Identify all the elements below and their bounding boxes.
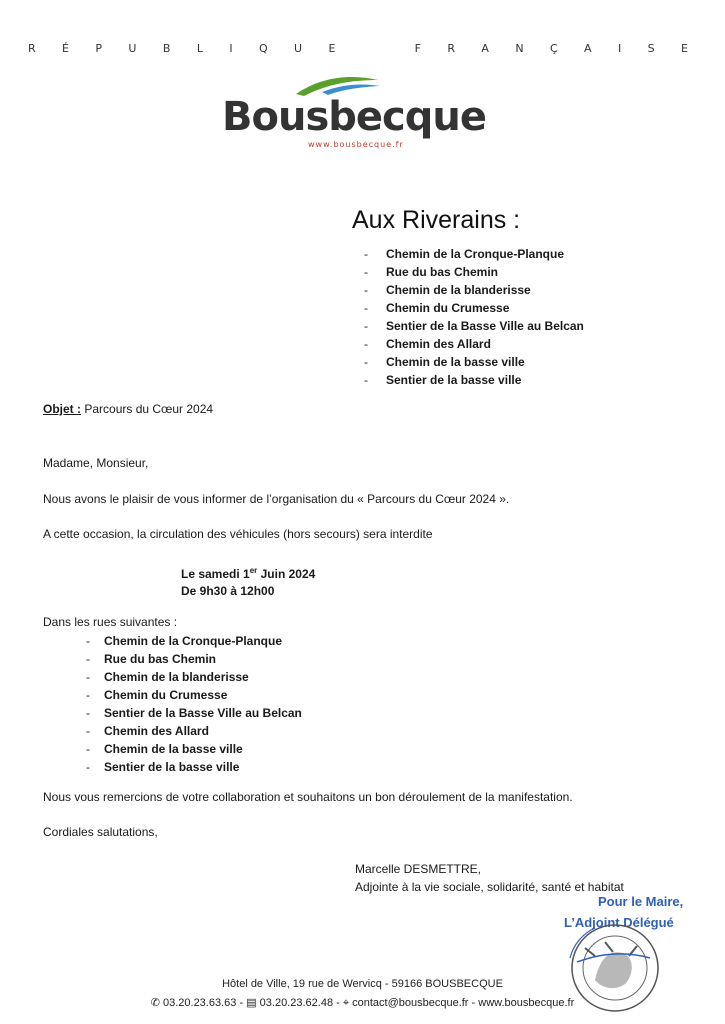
footer-contacts: ✆ 03.20.23.63.63 - ▤ 03.20.23.62.48 - ⌖ contact@bousbecque.fr - www.bousbecque.fr: [150, 997, 575, 1009]
fax-icon: ▤: [246, 997, 257, 1009]
subject-value: Parcours du Cœur 2024: [84, 402, 214, 416]
republique-letter: P: [95, 42, 103, 55]
event-date: Le samedi 1er Juin 2024: [181, 566, 316, 581]
event-date-block: [181, 562, 315, 600]
stamp-line-deputy: L’Adjoint Délégué: [564, 915, 674, 930]
footer-phone: 03.20.23.63.63: [162, 997, 237, 1009]
republique-letter: L: [196, 42, 203, 55]
footer-website[interactable]: www.bousbecque.fr: [478, 997, 575, 1009]
republique-letter: I: [617, 42, 622, 55]
logo-website: www.bousbecque.fr: [308, 140, 404, 149]
paragraph-traffic: A cette occasion, la circulation des véhicules (hors secours) sera interdite: [43, 527, 433, 541]
salutation: Madame, Monsieur,: [43, 456, 149, 470]
republique-letter: S: [647, 42, 655, 55]
list-item: - Chemin des Allard: [364, 337, 491, 351]
republique-letter: E: [680, 42, 688, 55]
list-item: - Chemin de la blanderisse: [86, 670, 249, 684]
list-item: - Rue du bas Chemin: [86, 652, 217, 666]
mouse-icon: ⌖: [342, 997, 350, 1009]
thanks-paragraph: Nous vous remercions de votre collaboration et souhaitons un bon déroulement de la manifestation.: [43, 790, 573, 804]
subject-label: Objet :: [43, 402, 81, 416]
list-item: - Rue du bas Chemin: [364, 265, 499, 279]
stamp-line-mayor: Pour le Maire,: [598, 894, 684, 909]
list-item: - Sentier de la Basse Ville au Belcan: [364, 319, 584, 333]
list-item: - Sentier de la basse ville: [364, 373, 522, 387]
signatory-role: Adjointe à la vie sociale, solidarité, santé et habitat: [355, 880, 624, 894]
footer-fax: 03.20.23.62.48: [259, 997, 334, 1009]
footer-address: Hôtel de Ville, 19 rue de Wervicq - 59166 BOUSBECQUE: [222, 978, 503, 990]
list-item: - Chemin de la blanderisse: [364, 283, 531, 297]
republique-letter: É: [62, 42, 69, 55]
recipients-title: Aux Riverains :: [352, 206, 521, 234]
paragraph-intro: Nous avons le plaisir de vous informer de l’organisation du « Parcours du Cœur 2024 ».: [43, 492, 510, 506]
republique-letter: R: [447, 42, 455, 55]
signature-block: [355, 860, 624, 896]
bousbecque-logo: [222, 74, 502, 154]
republique-letter: R: [28, 42, 36, 55]
signatory-name: Marcelle DESMETTRE,: [355, 862, 482, 876]
republique-letter: B: [162, 42, 171, 55]
republique-letter: Q: [258, 42, 268, 55]
closing-line: Cordiales salutations,: [43, 825, 158, 839]
republique-francaise-header: [28, 42, 688, 55]
republique-letter: A: [584, 42, 592, 55]
republique-letter: E: [328, 42, 336, 55]
republique-letter: U: [128, 42, 137, 55]
list-item: - Chemin de la basse ville: [364, 355, 525, 369]
republique-letter: I: [229, 42, 233, 55]
list-item: - Sentier de la basse ville: [86, 760, 240, 774]
republique-letter: U: [294, 42, 303, 55]
phone-icon: ✆: [150, 997, 160, 1009]
list-item: - Chemin du Crumesse: [86, 688, 228, 702]
recipients-street-list: [364, 245, 584, 389]
list-item: - Chemin de la basse ville: [86, 742, 243, 756]
subject-line: [43, 402, 213, 416]
republique-letter: Ç: [549, 42, 558, 55]
event-time: De 9h30 à 12h00: [181, 584, 275, 598]
list-item: - Chemin des Allard: [86, 724, 209, 738]
republique-letter: F: [414, 42, 421, 55]
list-item: - Chemin de la Cronque-Planque: [364, 247, 565, 261]
republique-letter: N: [515, 42, 524, 55]
closed-street-list: [86, 632, 302, 776]
streets-intro: Dans les rues suivantes :: [43, 615, 178, 629]
list-item: - Chemin de la Cronque-Planque: [86, 634, 283, 648]
logo-wordmark: Bousbecque: [222, 94, 486, 140]
footer-email[interactable]: contact@bousbecque.fr: [352, 997, 469, 1009]
republique-letter: A: [481, 42, 489, 55]
list-item: - Chemin du Crumesse: [364, 301, 510, 315]
list-item: - Sentier de la Basse Ville au Belcan: [86, 706, 302, 720]
